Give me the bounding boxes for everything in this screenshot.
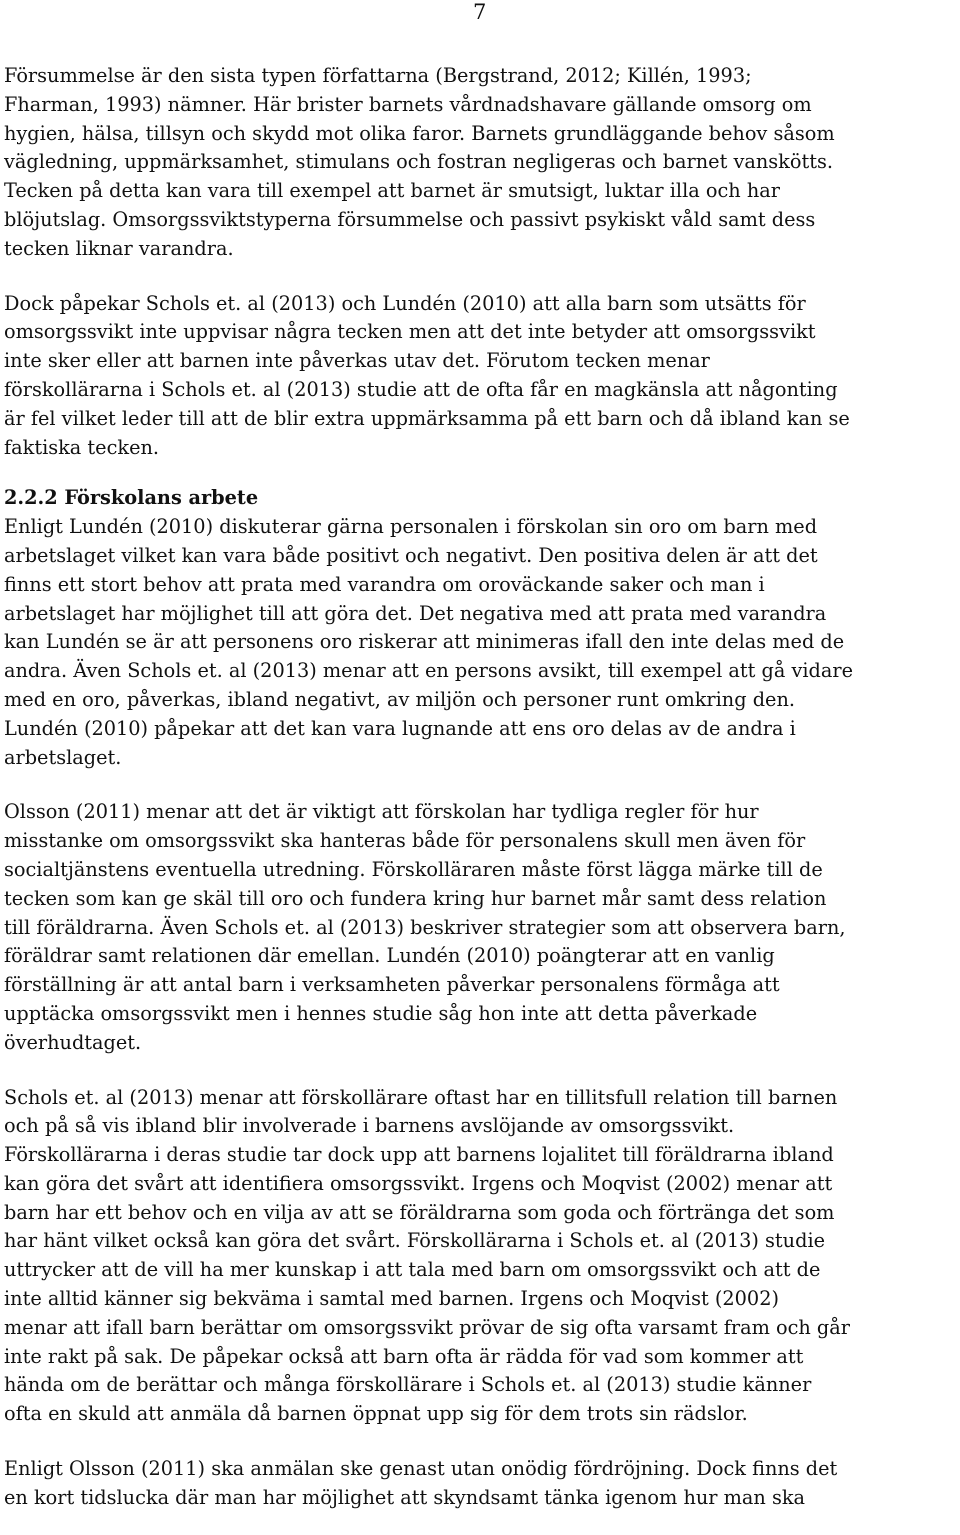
text-line: en kort tidslucka där man har möjlighet att skyndsamt tänka igenom hur man ska — [4, 1485, 806, 1509]
text-line: Fharman, 1993) nämner. Här brister barnets vårdnadshavare gällande omsorg om — [4, 92, 812, 116]
text-line: tecken liknar varandra. — [4, 236, 234, 260]
text-line: har hänt vilket också kan göra det svårt. Förskollärarna i Schols et. al (2013) studie — [4, 1229, 826, 1253]
text-line: omsorgssvikt inte uppvisar några tecken men att det inte betyder att omsorgssvikt — [4, 320, 816, 344]
document-body — [4, 62, 958, 1513]
text-line: arbetslaget. — [4, 745, 122, 769]
paragraph-signs — [4, 290, 958, 463]
text-line: överhudtaget. — [4, 1030, 142, 1054]
paragraph-trust — [4, 1084, 958, 1430]
text-line: barn har ett behov och en vilja av att se föräldrarna som goda och förtränga det som — [4, 1200, 835, 1224]
text-line: Förskollärarna i deras studie tar dock upp att barnens lojalitet till föräldrarna ibland — [4, 1143, 834, 1167]
text-line: arbetslaget har möjlighet till att göra det. Det negativa med att prata med varandra — [4, 601, 827, 625]
text-line: misstanke om omsorgssvikt ska hanteras både för personalens skull men även för — [4, 829, 806, 853]
text-line: och på så vis ibland blir involverade i barnens avslöjande av omsorgssvikt. — [4, 1114, 735, 1138]
paragraph-preschool-work — [4, 513, 958, 772]
text-line: Enligt Olsson (2011) ska anmälan ske genast utan onödig fördröjning. Dock finns det — [4, 1457, 838, 1481]
text-line: upptäcka omsorgssvikt men i hennes studie såg hon inte att detta påverkade — [4, 1001, 758, 1025]
text-line: ofta en skuld att anmäla då barnen öppnat upp sig för dem trots sin rädslor. — [4, 1402, 748, 1426]
text-line: Dock påpekar Schols et. al (2013) och Lundén (2010) att alla barn som utsätts för — [4, 291, 806, 315]
text-line: inte alltid känner sig bekväma i samtal med barnen. Irgens och Moqvist (2002) — [4, 1287, 779, 1311]
text-line: arbetslaget vilket kan vara både positivt och negativt. Den positiva delen är att det — [4, 543, 818, 567]
text-line: Tecken på detta kan vara till exempel att barnet är smutsigt, luktar illa och har — [4, 179, 780, 203]
text-line: Försummelse är den sista typen författarna (Bergstrand, 2012; Killén, 1993; — [4, 64, 752, 87]
page-number: 7 — [473, 0, 487, 24]
text-line: är fel vilket leder till att de blir extra uppmärksamma på ett barn och då ibland kan se — [4, 406, 850, 430]
text-line: faktiska tecken. — [4, 435, 160, 459]
text-line: socialtjänstens eventuella utredning. Förskolläraren måste först lägga märke till de — [4, 857, 823, 881]
text-line: med en oro, påverkas, ibland negativt, av miljön och personer runt omkring den. — [4, 687, 795, 711]
text-line: finns ett stort behov att prata med varandra om oroväckande saker och man i — [4, 572, 765, 596]
text-line: inte sker eller att barnen inte påverkas utav det. Förutom tecken menar — [4, 349, 710, 373]
text-line: Olsson (2011) menar att det är viktigt att förskolan har tydliga regler för hur — [4, 800, 759, 824]
text-line: kan Lundén se är att personens oro riskerar att minimeras ifall den inte delas med de — [4, 630, 845, 654]
paragraph-rules — [4, 798, 958, 1057]
text-line: till föräldrarna. Även Schols et. al (2013) beskriver strategier som att observera barn, — [4, 915, 846, 939]
paragraph-report — [4, 1455, 958, 1513]
text-line: Enligt Lundén (2010) diskuterar gärna personalen i förskolan sin oro om barn med — [4, 515, 818, 539]
text-line: förskollärarna i Schols et. al (2013) studie att de ofta får en magkänsla att någonting — [4, 377, 838, 401]
text-line: blöjutslag. Omsorgssviktstyperna försummelse och passivt psykiskt våld samt dess — [4, 207, 816, 231]
text-line: hända om de berättar och många förskollärare i Schols et. al (2013) studie känner — [4, 1373, 812, 1397]
text-line: hygien, hälsa, tillsyn och skydd mot olika faror. Barnets grundläggande behov såsom — [4, 121, 835, 145]
text-line: uttrycker att de vill ha mer kunskap i att tala med barn om omsorgssvikt och att de — [4, 1258, 821, 1282]
text-line: Schols et. al (2013) menar att förskollärare oftast har en tillitsfull relation till barnen — [4, 1085, 838, 1109]
text-line: förställning är att antal barn i verksamheten påverkar personalens förmåga att — [4, 973, 780, 997]
text-line: tecken som kan ge skäl till oro och fundera kring hur barnet mår samt dess relation — [4, 886, 827, 910]
text-line: menar att ifall barn berättar om omsorgssvikt prövar de sig ofta varsamt fram och går — [4, 1315, 850, 1339]
text-line: kan göra det svårt att identifiera omsorgssvikt. Irgens och Moqvist (2002) menar att — [4, 1171, 833, 1195]
text-line: Lundén (2010) påpekar att det kan vara lugnande att ens oro delas av de andra i — [4, 716, 796, 740]
section-heading: 2.2.2 Förskolans arbete — [4, 486, 259, 510]
paragraph-neglect — [4, 62, 958, 264]
text-line: föräldrar samt relationen där emellan. Lundén (2010) poängterar att en vanlig — [4, 944, 775, 968]
text-line: inte rakt på sak. De påpekar också att barn ofta är rädda för vad som kommer att — [4, 1344, 804, 1368]
text-line: vägledning, uppmärksamhet, stimulans och fostran negligeras och barnet vanskötts. — [4, 150, 833, 174]
text-line: andra. Även Schols et. al (2013) menar att en persons avsikt, till exempel att gå vidare — [4, 659, 853, 683]
